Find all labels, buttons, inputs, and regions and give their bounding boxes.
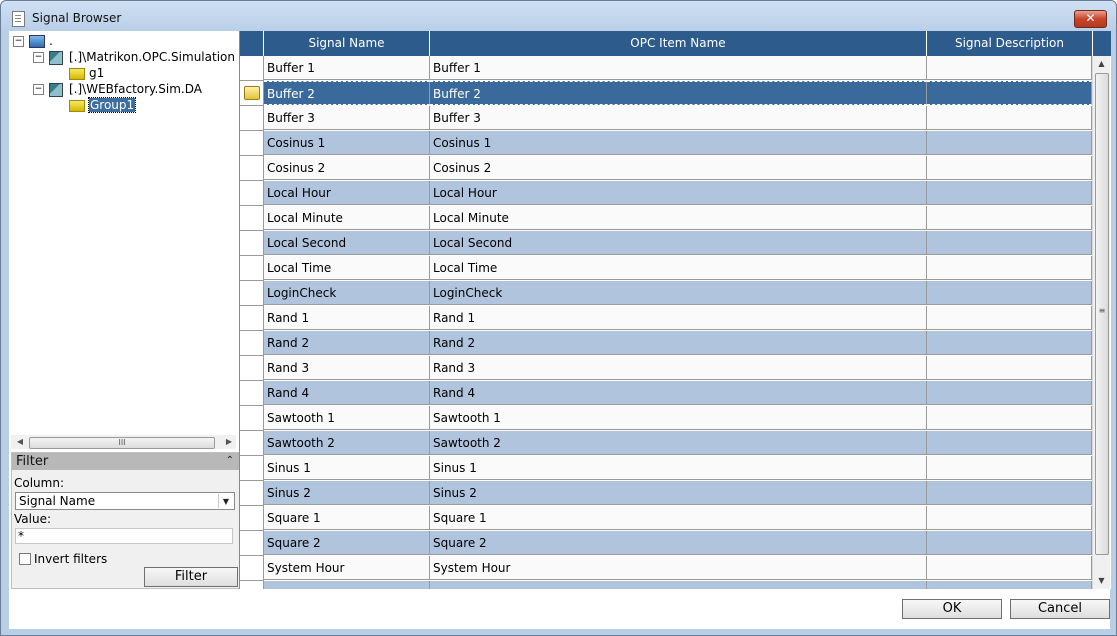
cell-signal-description[interactable] bbox=[927, 81, 1092, 105]
row-selector[interactable] bbox=[240, 281, 264, 306]
scroll-down-icon[interactable]: ▼ bbox=[1098, 576, 1105, 585]
row-selector[interactable] bbox=[240, 81, 264, 106]
cell-signal-description[interactable] bbox=[927, 456, 1092, 480]
row-selector[interactable] bbox=[240, 106, 264, 131]
cell-opc-item-name[interactable]: Sinus 2 bbox=[430, 481, 927, 505]
row-selector[interactable] bbox=[240, 556, 264, 581]
table-row[interactable] bbox=[240, 106, 1092, 131]
cell-signal-name[interactable]: Local Hour bbox=[264, 181, 430, 205]
grid-header bbox=[240, 31, 1111, 56]
opc-server-icon bbox=[49, 51, 63, 65]
opc-server-icon bbox=[49, 83, 63, 97]
table-row[interactable] bbox=[240, 231, 1092, 256]
cell-signal-description[interactable] bbox=[927, 431, 1092, 455]
cell-signal-name[interactable]: Rand 2 bbox=[264, 331, 430, 355]
collapse-icon[interactable]: − bbox=[34, 52, 43, 62]
column-header-signal-description[interactable]: Signal Description bbox=[927, 31, 1093, 56]
table-row[interactable] bbox=[240, 406, 1092, 431]
row-selector[interactable] bbox=[240, 131, 264, 156]
cell-opc-item-name[interactable]: Rand 3 bbox=[430, 356, 927, 380]
cell-signal-description[interactable] bbox=[927, 406, 1092, 430]
table-row[interactable] bbox=[240, 306, 1092, 331]
table-row[interactable] bbox=[240, 156, 1092, 181]
cell-signal-name[interactable]: Cosinus 1 bbox=[264, 131, 430, 155]
table-row[interactable] bbox=[240, 131, 1092, 156]
table-row[interactable] bbox=[240, 531, 1092, 556]
cell-opc-item-name[interactable]: Square 1 bbox=[430, 506, 927, 530]
table-row[interactable] bbox=[240, 506, 1092, 531]
table-row[interactable] bbox=[240, 206, 1092, 231]
folder-icon bbox=[69, 100, 85, 112]
row-selector[interactable] bbox=[240, 181, 264, 206]
cell-signal-description[interactable] bbox=[927, 281, 1092, 305]
cell-signal-description[interactable] bbox=[927, 381, 1092, 405]
cell-signal-description[interactable] bbox=[927, 581, 1092, 589]
table-row[interactable] bbox=[240, 431, 1092, 456]
cell-signal-name[interactable]: Sinus 1 bbox=[264, 456, 430, 480]
column-header-signal-name[interactable]: Signal Name bbox=[264, 31, 430, 56]
cell-signal-description[interactable] bbox=[927, 531, 1092, 555]
cell-signal-description[interactable] bbox=[927, 506, 1092, 530]
cell-signal-description[interactable] bbox=[927, 156, 1092, 180]
cell-signal-name[interactable]: Rand 3 bbox=[264, 356, 430, 380]
filter-title: Filter bbox=[16, 454, 49, 469]
row-selector[interactable] bbox=[240, 331, 264, 356]
close-button[interactable]: ✕ bbox=[1074, 10, 1107, 28]
tree-node-label: [.]\Matrikon.OPC.Simulation bbox=[69, 50, 235, 64]
scroll-right-icon[interactable]: ▶ bbox=[225, 437, 233, 446]
row-selector[interactable] bbox=[240, 256, 264, 281]
cell-signal-description[interactable] bbox=[927, 481, 1092, 505]
cell-opc-item-name[interactable]: Rand 2 bbox=[430, 331, 927, 355]
cell-opc-item-name[interactable]: LoginCheck bbox=[430, 281, 927, 305]
tree-node-label: g1 bbox=[89, 66, 105, 80]
row-selector[interactable] bbox=[240, 381, 264, 406]
cell-signal-name[interactable]: Sawtooth 1 bbox=[264, 406, 430, 430]
window-title: Signal Browser bbox=[32, 11, 122, 25]
row-selector[interactable] bbox=[240, 431, 264, 456]
cell-signal-description[interactable] bbox=[927, 56, 1092, 80]
row-selector[interactable] bbox=[240, 531, 264, 556]
row-selector[interactable] bbox=[240, 406, 264, 431]
table-row-selected[interactable] bbox=[240, 81, 1092, 106]
invert-filters-checkbox[interactable] bbox=[19, 553, 31, 565]
cell-signal-name[interactable]: Cosinus 2 bbox=[264, 156, 430, 180]
cell-signal-name[interactable]: Rand 4 bbox=[264, 381, 430, 405]
tree-node-server[interactable] bbox=[33, 50, 238, 66]
dialog-client-area bbox=[9, 31, 1110, 629]
cell-signal-description[interactable] bbox=[927, 206, 1092, 230]
cell-signal-description[interactable] bbox=[927, 181, 1092, 205]
value-label: Value: bbox=[14, 512, 51, 526]
table-row[interactable] bbox=[240, 281, 1092, 306]
cell-signal-description[interactable] bbox=[927, 331, 1092, 355]
table-row[interactable] bbox=[240, 556, 1092, 581]
row-selector[interactable] bbox=[240, 206, 264, 231]
table-row[interactable] bbox=[240, 381, 1092, 406]
cell-opc-item-name[interactable]: Local Hour bbox=[430, 181, 927, 205]
cell-opc-item-name[interactable]: Local Time bbox=[430, 256, 927, 280]
cell-signal-description[interactable] bbox=[927, 256, 1092, 280]
folder-icon bbox=[69, 68, 85, 80]
cell-signal-name[interactable]: Local Time bbox=[264, 256, 430, 280]
row-selector[interactable] bbox=[240, 581, 264, 589]
cell-signal-description[interactable] bbox=[927, 131, 1092, 155]
cell-signal-name[interactable]: Local Minute bbox=[264, 206, 430, 230]
filter-value-input[interactable]: * bbox=[15, 528, 233, 544]
grid-vertical-scrollbar[interactable] bbox=[1092, 56, 1110, 589]
scroll-left-icon[interactable]: ◀ bbox=[16, 437, 24, 446]
table-row[interactable] bbox=[240, 256, 1092, 281]
table-row[interactable] bbox=[240, 481, 1092, 506]
tree-node-group[interactable] bbox=[69, 66, 189, 82]
cell-signal-name[interactable]: Sinus 2 bbox=[264, 481, 430, 505]
cell-signal-name[interactable]: Square 1 bbox=[264, 506, 430, 530]
cell-signal-name[interactable]: Buffer 3 bbox=[264, 106, 430, 130]
cell-signal-name[interactable]: Buffer 2 bbox=[264, 81, 430, 105]
tree-node-label: . bbox=[49, 34, 53, 48]
cell-signal-name[interactable]: System Hour bbox=[264, 556, 430, 580]
collapse-icon[interactable]: − bbox=[34, 84, 43, 94]
cell-opc-item-name[interactable]: System Hour bbox=[430, 556, 927, 580]
row-selector[interactable] bbox=[240, 456, 264, 481]
cell-opc-item-name[interactable]: Cosinus 1 bbox=[430, 131, 927, 155]
cancel-button[interactable]: Cancel bbox=[1010, 599, 1110, 619]
table-row[interactable] bbox=[240, 456, 1092, 481]
cell-signal-description[interactable] bbox=[927, 231, 1092, 255]
scroll-up-icon[interactable]: ▲ bbox=[1098, 59, 1105, 68]
scrollbar-thumb[interactable] bbox=[1095, 73, 1109, 555]
scrollbar-thumb[interactable]: III bbox=[29, 437, 215, 449]
tree-node-group-selected[interactable] bbox=[69, 98, 189, 114]
cell-signal-name[interactable]: Rand 1 bbox=[264, 306, 430, 330]
cell-opc-item-name[interactable] bbox=[430, 581, 927, 589]
cell-signal-name[interactable]: Square 2 bbox=[264, 531, 430, 555]
cell-opc-item-name[interactable]: Buffer 3 bbox=[430, 106, 927, 130]
row-selector[interactable] bbox=[240, 356, 264, 381]
cell-signal-name[interactable] bbox=[264, 581, 430, 589]
cell-opc-item-name[interactable]: Buffer 2 bbox=[430, 81, 927, 105]
cell-opc-item-name[interactable]: Local Minute bbox=[430, 206, 927, 230]
column-header-opc-item-name[interactable]: OPC Item Name bbox=[430, 31, 927, 56]
column-label: Column: bbox=[14, 476, 64, 490]
filter-panel bbox=[11, 452, 240, 589]
cell-signal-name[interactable]: LoginCheck bbox=[264, 281, 430, 305]
row-selector[interactable] bbox=[240, 306, 264, 331]
cell-opc-item-name[interactable]: Sinus 1 bbox=[430, 456, 927, 480]
row-selector[interactable] bbox=[240, 56, 264, 81]
column-select-value: Signal Name bbox=[19, 494, 96, 508]
cell-opc-item-name[interactable]: Buffer 1 bbox=[430, 56, 927, 80]
title-bar[interactable] bbox=[1, 1, 1116, 33]
table-row[interactable] bbox=[240, 181, 1092, 206]
tree-node-label: [.]\WEBfactory.Sim.DA bbox=[69, 82, 202, 96]
row-selector-header bbox=[240, 31, 264, 56]
tree-node-label: Group1 bbox=[90, 98, 135, 112]
cell-signal-description[interactable] bbox=[927, 556, 1092, 580]
chevron-down-icon[interactable]: ▼ bbox=[218, 494, 233, 508]
cell-signal-description[interactable] bbox=[927, 356, 1092, 380]
opc-server-tree bbox=[11, 32, 238, 449]
cell-signal-name[interactable]: Local Second bbox=[264, 231, 430, 255]
scrollbar-grip-icon: ≡ bbox=[1098, 306, 1106, 315]
column-select[interactable] bbox=[15, 492, 235, 510]
filter-button[interactable]: Filter bbox=[144, 567, 238, 587]
cell-opc-item-name[interactable]: Square 2 bbox=[430, 531, 927, 555]
cell-opc-item-name[interactable]: Cosinus 2 bbox=[430, 156, 927, 180]
invert-filters-label: Invert filters bbox=[34, 552, 108, 566]
row-selector[interactable] bbox=[240, 231, 264, 256]
table-row[interactable] bbox=[240, 331, 1092, 356]
cell-opc-item-name[interactable]: Sawtooth 2 bbox=[430, 431, 927, 455]
document-icon bbox=[12, 11, 25, 27]
computer-icon bbox=[29, 35, 45, 48]
cell-signal-name[interactable]: Sawtooth 2 bbox=[264, 431, 430, 455]
chevron-up-icon[interactable]: ⌃ bbox=[225, 455, 234, 466]
filter-header[interactable] bbox=[12, 453, 239, 470]
edit-row-icon bbox=[244, 86, 260, 100]
table-row[interactable] bbox=[240, 56, 1092, 81]
table-row[interactable] bbox=[240, 356, 1092, 381]
cell-signal-description[interactable] bbox=[927, 106, 1092, 130]
signal-grid bbox=[239, 31, 1111, 589]
tree-horizontal-scrollbar[interactable] bbox=[11, 435, 236, 449]
cell-opc-item-name[interactable]: Rand 1 bbox=[430, 306, 927, 330]
collapse-icon[interactable]: − bbox=[14, 36, 23, 46]
cell-signal-description[interactable] bbox=[927, 306, 1092, 330]
cell-opc-item-name[interactable]: Local Second bbox=[430, 231, 927, 255]
row-selector[interactable] bbox=[240, 506, 264, 531]
row-selector[interactable] bbox=[240, 156, 264, 181]
cell-opc-item-name[interactable]: Sawtooth 1 bbox=[430, 406, 927, 430]
cell-opc-item-name[interactable]: Rand 4 bbox=[430, 381, 927, 405]
table-row[interactable] bbox=[240, 581, 1092, 589]
row-selector[interactable] bbox=[240, 481, 264, 506]
tree-node-root[interactable] bbox=[13, 34, 213, 50]
tree-node-server[interactable] bbox=[33, 82, 238, 98]
ok-button[interactable]: OK bbox=[902, 599, 1002, 619]
cell-signal-name[interactable]: Buffer 1 bbox=[264, 56, 430, 80]
